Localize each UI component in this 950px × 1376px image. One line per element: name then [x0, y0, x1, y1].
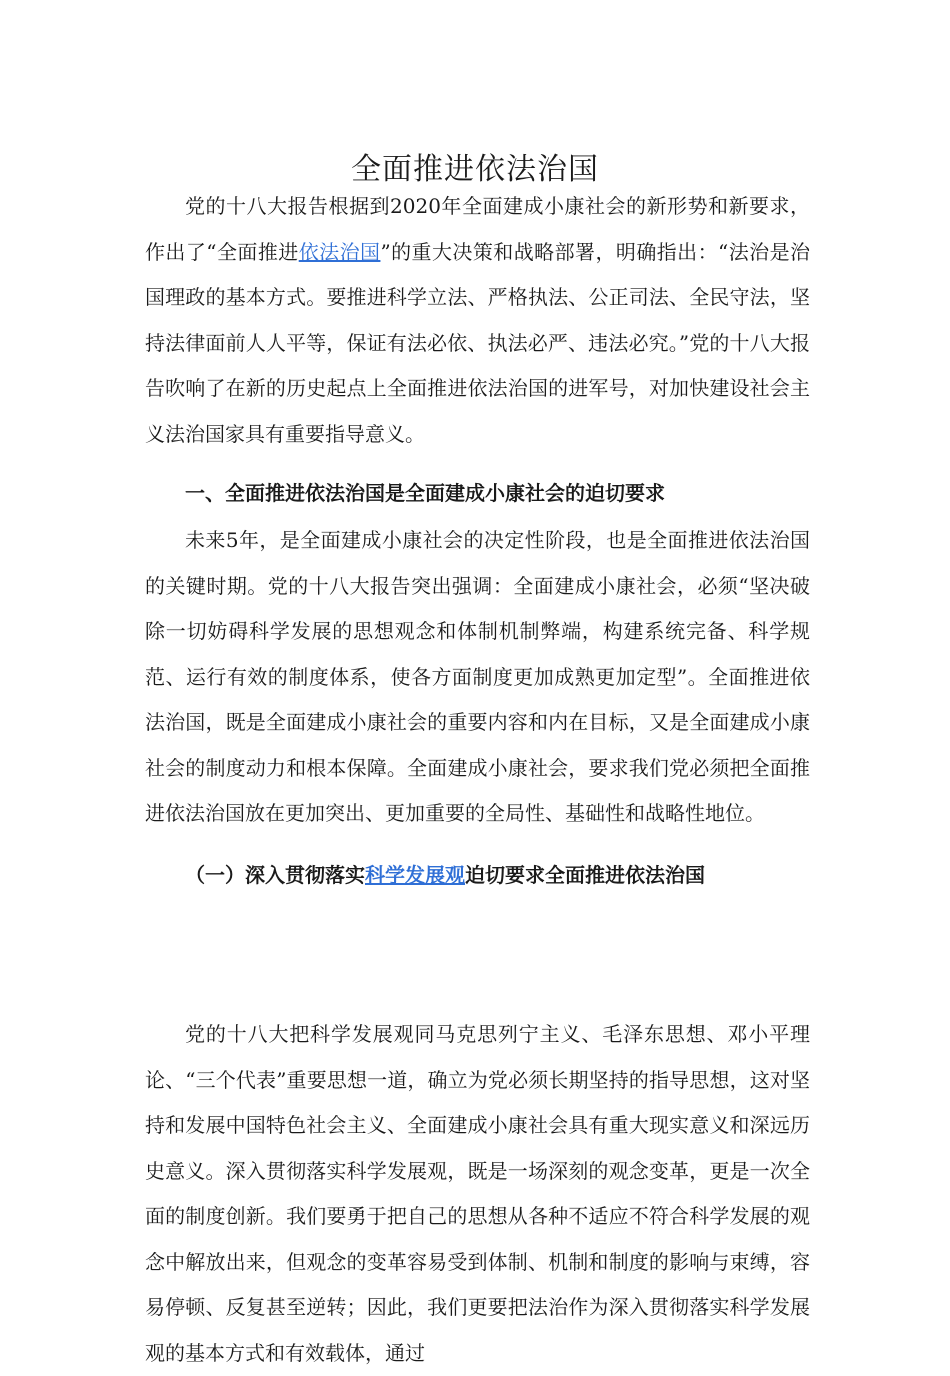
paragraph-intro	[145, 184, 810, 457]
link-scientific-development[interactable]: 科学发展观	[365, 863, 465, 887]
document-title: 全面推进依法治国	[351, 152, 599, 188]
paragraph-intro-text-after: ”的重大决策和战略部署，明确指出：“法治是治国理政的基本方式。要推进科学立法、严格执法、公正司法、全民守法，坚持法律面前人人平等，保证有法必依、执法必严、违法必究。”党的十八大报告吹响了在新的历史起点上全面推进依法治国的进军号，对加快建设社会主义法治国家具有重要指导意义。	[145, 239, 811, 446]
link-rule-of-law[interactable]: 依法治国	[298, 239, 381, 264]
subsection-heading-text-after: 迫切要求全面推进依法治国	[465, 863, 705, 887]
subsection-heading-text-before: （一）深入贯彻落实	[185, 863, 365, 887]
paragraph-intro-text-before: 党的十八大报告根据到2020年全面建成小康社会的新形势和新要求，作出了“全面推进	[145, 194, 810, 264]
paragraph-subsection-1: 党的十八大把科学发展观同马克思列宁主义、毛泽东思想、邓小平理论、“三个代表”重要思想一道，确立为党必须长期坚持的指导思想，这对坚持和发展中国特色社会主义、全面建成小康社会具有重大现实意义和深远历史意义。深入贯彻落实科学发展观，既是一场深刻的观念变革，更是一次全面的制度创新。我们要勇于把自己的思想从各种不适应不符合科学发展的观念中解放出来，但观念的变革容易受到体制、机制和制度的影响与束缚，容易停顿、反复甚至逆转；因此，我们更要把法治作为深入贯彻落实科学发展观的基本方式和有效载体，通过	[145, 1022, 810, 1365]
section-heading-1: 一、全面推进依法治国是全面建成小康社会的迫切要求	[185, 481, 665, 505]
subsection-heading-1	[185, 853, 705, 898]
paragraph-section-1: 未来5年，是全面建成小康社会的决定性阶段，也是全面推进依法治国的关键时期。党的十八大报告突出强调：全面建成小康社会，必须“坚决破除一切妨碍科学发展的思想观念和体制机制弊端，构建系统完备、科学规范、运行有效的制度体系，使各方面制度更加成熟更加定型”。全面推进依法治国，既是全面建成小康社会的重要内容和内在目标，又是全面建成小康社会的制度动力和根本保障。全面建成小康社会，要求我们党必须把全面推进依法治国放在更加突出、更加重要的全局性、基础性和战略性地位。	[145, 528, 810, 825]
